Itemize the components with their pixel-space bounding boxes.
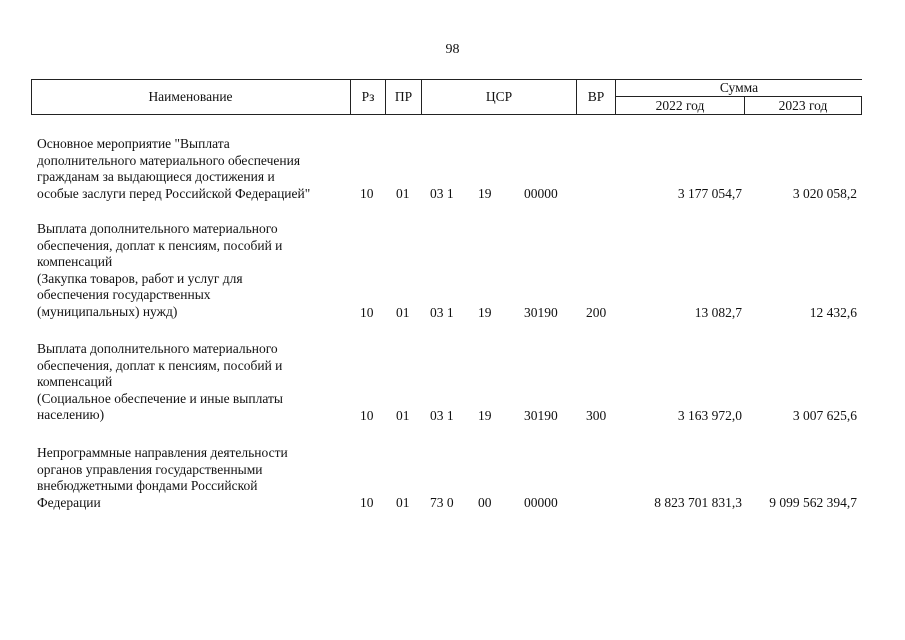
header-sum: Сумма — [719, 80, 759, 95]
row-csr-sub: 19 — [478, 305, 492, 320]
row-rz: 10 — [360, 305, 374, 320]
row-rz: 10 — [360, 495, 374, 510]
row-rz: 10 — [360, 408, 374, 423]
row-pr: 01 — [396, 495, 410, 510]
row-csr-code: 00000 — [524, 495, 558, 510]
row-vr: 300 — [586, 408, 607, 423]
row-sum-2023: 3 007 625,6 — [792, 408, 857, 423]
row-sum-2023: 3 020 058,2 — [792, 186, 857, 201]
table-header — [31, 79, 862, 115]
row-csr-program: 03 1 — [430, 186, 454, 201]
row-name: Выплата дополнительного материального обеспечения, доплат к пенсиям, пособий и компенсаций (Закупка товаров, работ и услуг для обеспечения государственных (муниципальных) нужд) — [37, 221, 283, 319]
row-csr-sub: 00 — [478, 495, 492, 510]
row-pr: 01 — [396, 305, 410, 320]
row-name: Основное мероприятие "Выплата дополнительного материального обеспечения гражданам за выдающиеся достижения и особые заслуги перед Российской Федерацией" — [37, 136, 311, 201]
row-pr: 01 — [396, 186, 410, 201]
header-name: Наименование — [148, 89, 233, 104]
row-vr: 200 — [586, 305, 607, 320]
row-sum-2023: 12 432,6 — [809, 305, 857, 320]
row-csr-sub: 19 — [478, 186, 492, 201]
row-csr-code: 30190 — [524, 408, 558, 423]
header-pr: ПР — [394, 89, 413, 104]
header-2022: 2022 год — [655, 98, 705, 113]
row-csr-program: 03 1 — [430, 305, 454, 320]
header-csr: ЦСР — [485, 89, 513, 104]
row-sum-2022: 3 177 054,7 — [677, 186, 742, 201]
header-vr: ВР — [587, 89, 605, 104]
row-csr-sub: 19 — [478, 408, 492, 423]
header-2023: 2023 год — [778, 98, 828, 113]
row-sum-2022: 8 823 701 831,3 — [654, 495, 742, 510]
row-name: Выплата дополнительного материального обеспечения, доплат к пенсиям, пособий и компенсаций (Социальное обеспечение и иные выплаты населению) — [37, 341, 283, 423]
row-sum-2022: 3 163 972,0 — [677, 408, 742, 423]
row-sum-2022: 13 082,7 — [694, 305, 742, 320]
row-csr-code: 00000 — [524, 186, 558, 201]
header-rz: Рз — [361, 89, 375, 104]
row-csr-code: 30190 — [524, 305, 558, 320]
row-csr-program: 03 1 — [430, 408, 454, 423]
page-number: 98 — [445, 42, 460, 57]
row-pr: 01 — [396, 408, 410, 423]
row-sum-2023: 9 099 562 394,7 — [769, 495, 857, 510]
row-csr-program: 73 0 — [430, 495, 454, 510]
row-rz: 10 — [360, 186, 374, 201]
row-name: Непрограммные направления деятельности органов управления государственными внебюджетными фондами Российской Федерации — [37, 445, 288, 510]
